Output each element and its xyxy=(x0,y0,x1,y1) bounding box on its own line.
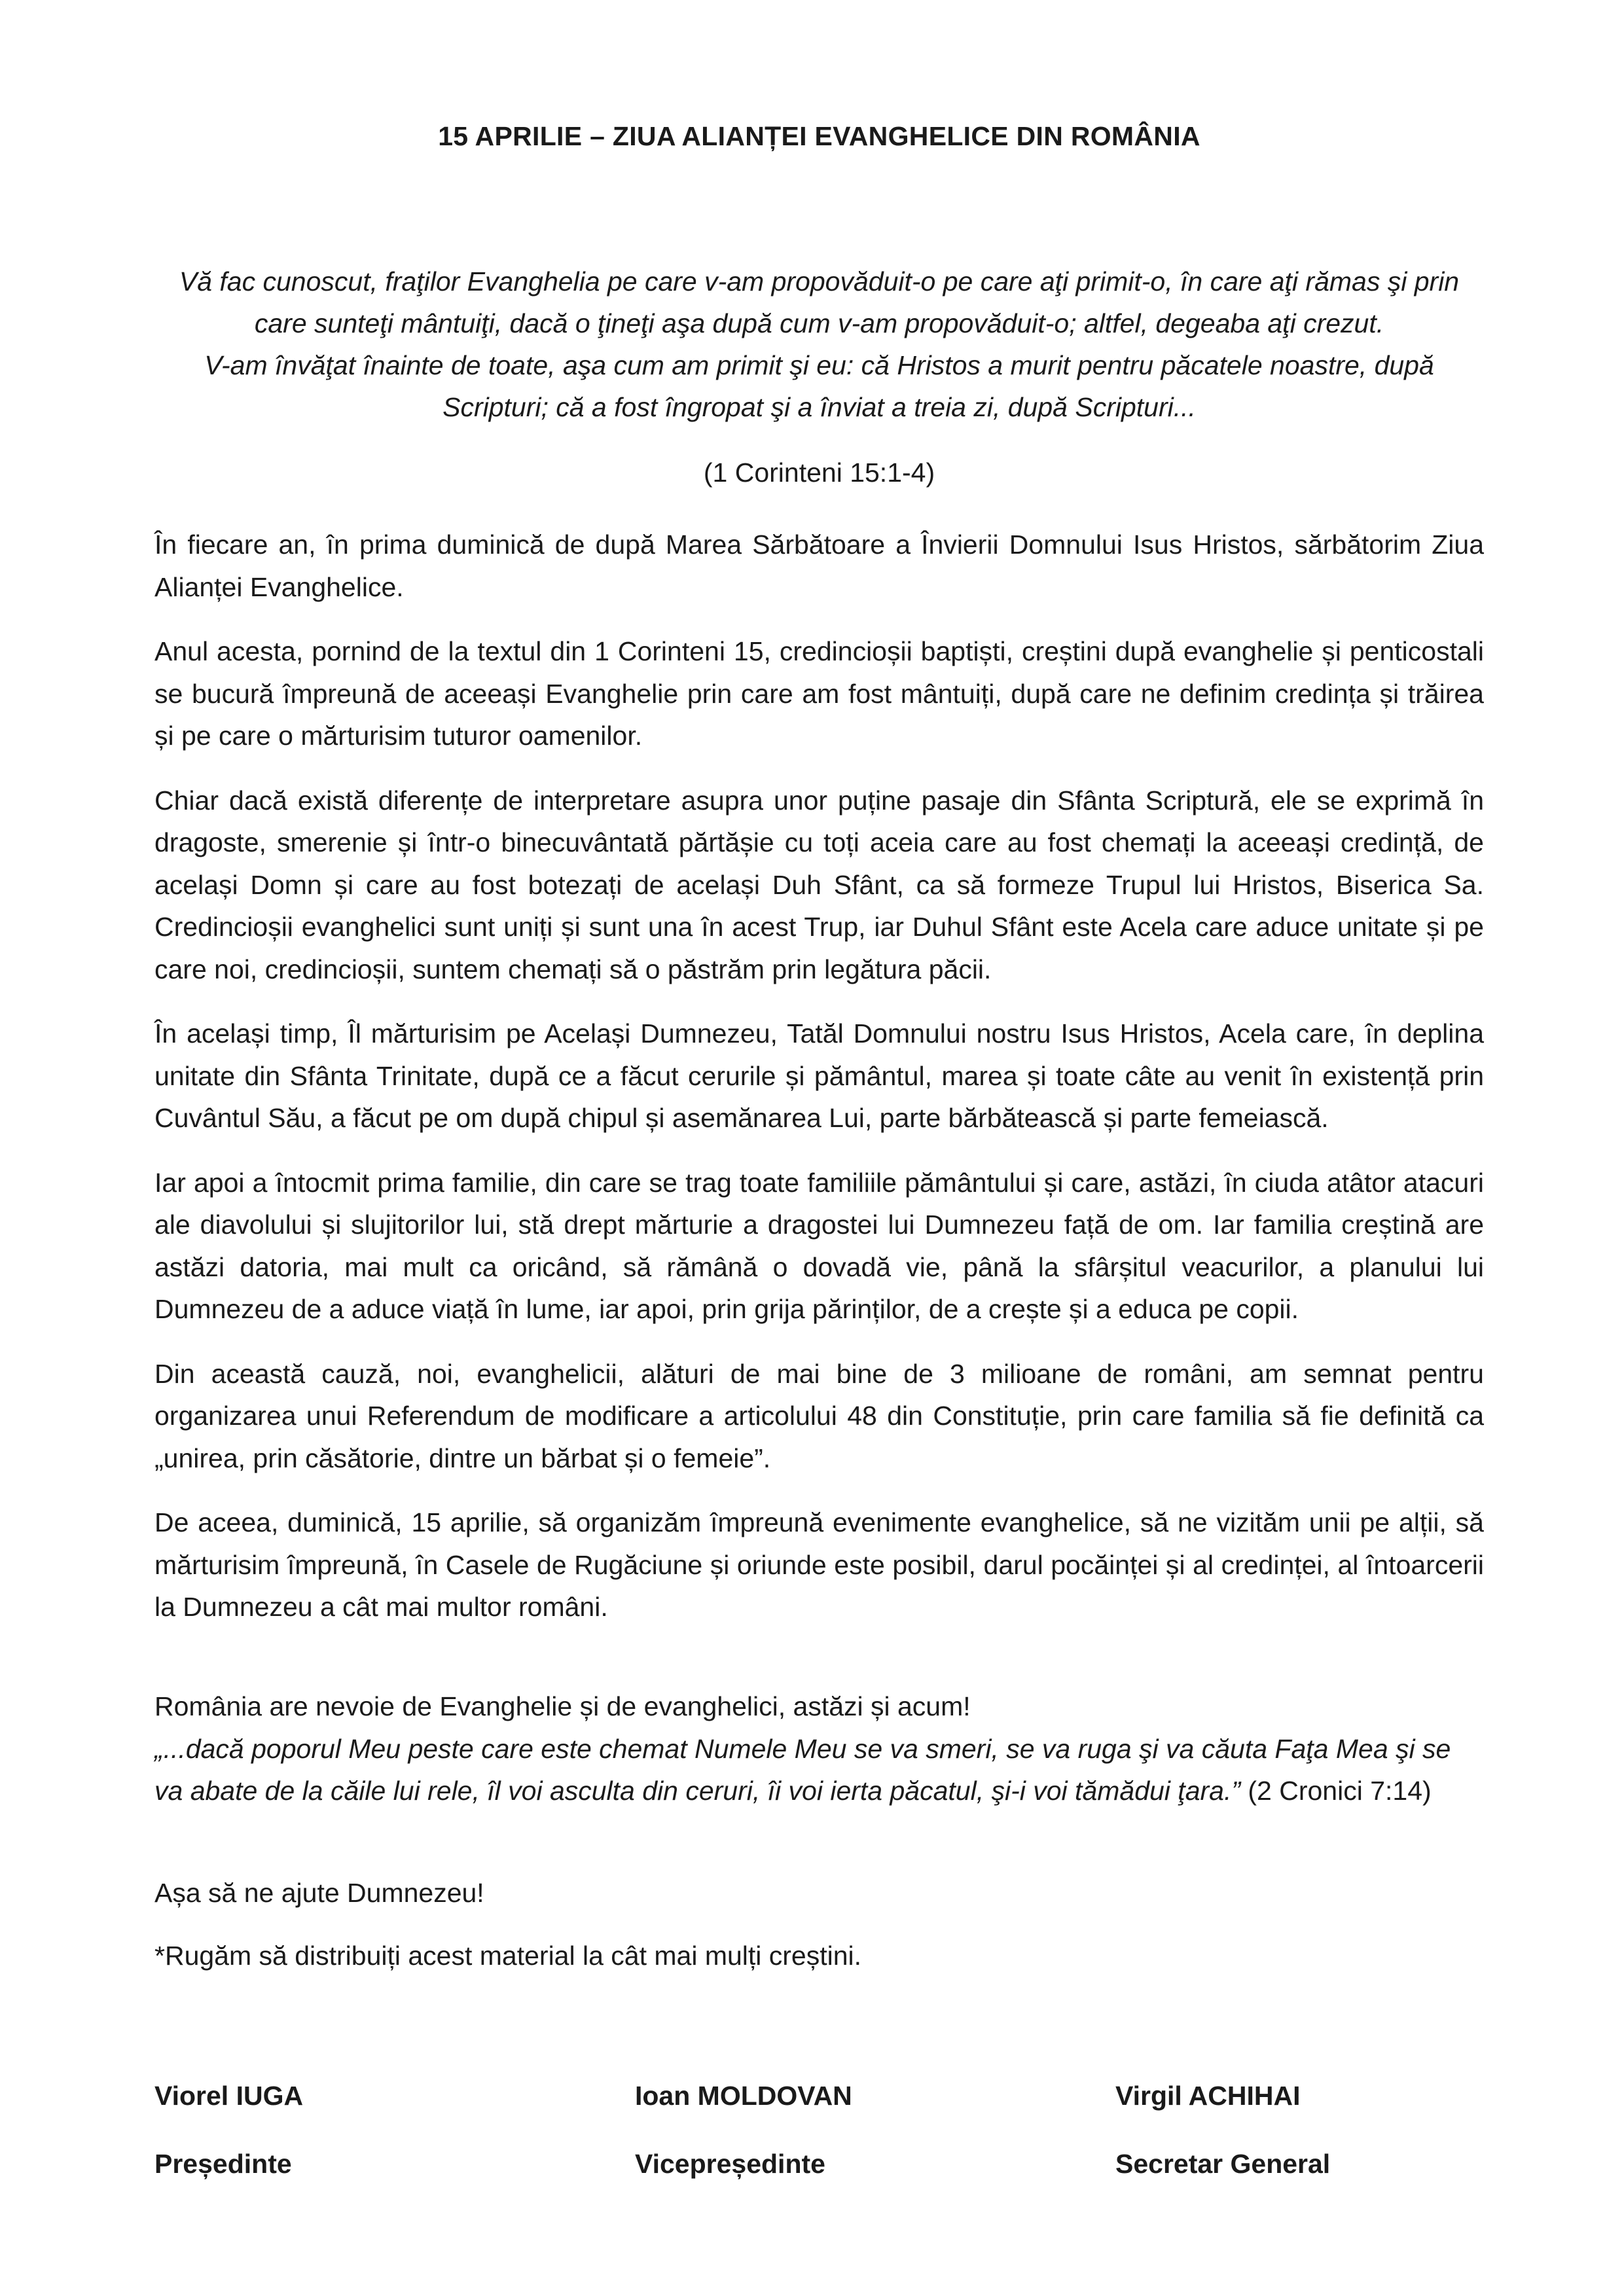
closing-quote-block xyxy=(154,1685,1484,1812)
signatory-name: Virgil ACHIHAI xyxy=(1115,2081,1301,2111)
body-paragraph: Chiar dacă există diferențe de interpretare asupra unor puține pasaje din Sfânta Scriptură, ele se exprimă în dragoste, smerenie și într-o binecuvântată părtășie cu toți aceia care au fost chemați la aceeași credință, de același Domn și care au fost botezați de același Duh Sfânt, ca să formeze Trupul lui Hristos, Biserica Sa. Credincioșii evanghelici sunt uniți și sunt una în acest Trup, iar Duhul Sfânt este Acela care aduce unitate și pe care noi, credincioșii, suntem chemați să o păstrăm prin legătura păcii. xyxy=(154,785,1484,984)
bible-quote xyxy=(154,1728,1484,1812)
signatory-role: Vicepreședinte xyxy=(635,2149,825,2179)
signatory-role: Secretar General xyxy=(1115,2149,1331,2179)
body-paragraph: De aceea, duminică, 15 aprilie, să organizăm împreună evenimente evanghelice, să ne vizităm unii pe alții, să mărturisim împreună, în Casele de Rugăciune și oriunde este posibil, darul pocăinței și al credinței, al întoarcerii la Dumnezeu a cât mai multor români. xyxy=(154,1507,1484,1622)
scripture-line: V-am învăţat înainte de toate, aşa cum am primit şi eu: că Hristos a murit pentru păcatele noastre, după xyxy=(204,350,1434,380)
scripture-line: care sunteţi mântuiţi, dacă o ţineţi aşa după cum v-am propovăduit-o; altfel, degeaba aţi crezut. xyxy=(254,308,1384,338)
scripture-reference: (1 Corinteni 15:1-4) xyxy=(703,457,935,488)
document-title: 15 APRILIE – ZIUA ALIANȚEI EVANGHELICE DIN ROMÂNIA xyxy=(438,121,1200,151)
body-paragraph: Iar apoi a întocmit prima familie, din care se trag toate familiile pământului și care, astăzi, în ciuda atâtor atacuri ale diavolului și slujitorilor lui, stă drept mărturie a dragostei lui Dumnezeu față de om. Iar familia creștină are astăzi datoria, mai mult ca oricând, să rămână o dovadă vie, până la sfârșitul veacurilor, a planului lui Dumnezeu de a aduce viață în lume, iar apoi, prin grija părinților, de a crește și a educa pe copii. xyxy=(154,1167,1484,1324)
document-page xyxy=(154,0,1484,2296)
signatory-name: Viorel IUGA xyxy=(154,2081,304,2111)
signatory-name: Ioan MOLDOVAN xyxy=(635,2081,852,2111)
bible-quote-reference: (2 Cronici 7:14) xyxy=(1240,1776,1432,1806)
blessing-line: Așa să ne ajute Dumnezeu! xyxy=(154,1878,484,1908)
closing-statement: România are nevoie de Evanghelie și de evanghelici, astăzi și acum! xyxy=(154,1691,971,1721)
distribution-note: *Rugăm să distribuiți acest material la cât mai mulți creștini. xyxy=(154,1941,862,1971)
body-paragraph: Din această cauză, noi, evanghelicii, alături de mai bine de 3 milioane de români, am semnat pentru organizarea unui Referendum de modificare a articolului 48 din Constituție, prin care familia să fie definită ca „unirea, prin căsătorie, dintre un bărbat și o femeie”. xyxy=(154,1358,1484,1473)
scripture-line: Scripturi; că a fost îngropat şi a înviat a treia zi, după Scripturi... xyxy=(442,392,1196,422)
document-body xyxy=(154,524,1484,1651)
scripture-excerpt xyxy=(154,260,1484,428)
scripture-line: Vă fac cunoscut, fraţilor Evanghelia pe care v-am propovăduit-o pe care aţi primit-o, în care aţi rămas şi prin xyxy=(179,266,1460,296)
body-paragraph: Anul acesta, pornind de la textul din 1 Corinteni 15, credincioșii baptiști, creștini după evanghelie și penticostali se bucură împreună de aceeași Evanghelie prin care am fost mântuiți, după care ne definim credința și trăirea și pe care o mărturisim tuturor oamenilor. xyxy=(154,636,1484,751)
bible-quote-text: „...dacă poporul Meu peste care este chemat Numele Meu se va smeri, se va ruga şi va căuta Faţa Mea şi se va abate de la căile lui rele, îl voi asculta din ceruri, îi voi ierta păcatul, şi-i voi tămădui ţara.” xyxy=(154,1733,1451,1806)
body-paragraph: În același timp, Îl mărturisim pe Același Dumnezeu, Tatăl Domnului nostru Isus Hristos, Acela care, în deplina unitate din Sfânta Trinitate, după ce a făcut cerurile și pământul, marea și toate câte au venit în existență prin Cuvântul Său, a făcut pe om după chipul și asemănarea Lui, parte bărbătească și parte femeiască. xyxy=(154,1018,1484,1133)
signatory-role: Președinte xyxy=(154,2149,292,2179)
body-paragraph: În fiecare an, în prima duminică de după Marea Sărbătoare a Învierii Domnului Isus Hristos, sărbătorim Ziua Alianței Evanghelice. xyxy=(154,529,1484,602)
